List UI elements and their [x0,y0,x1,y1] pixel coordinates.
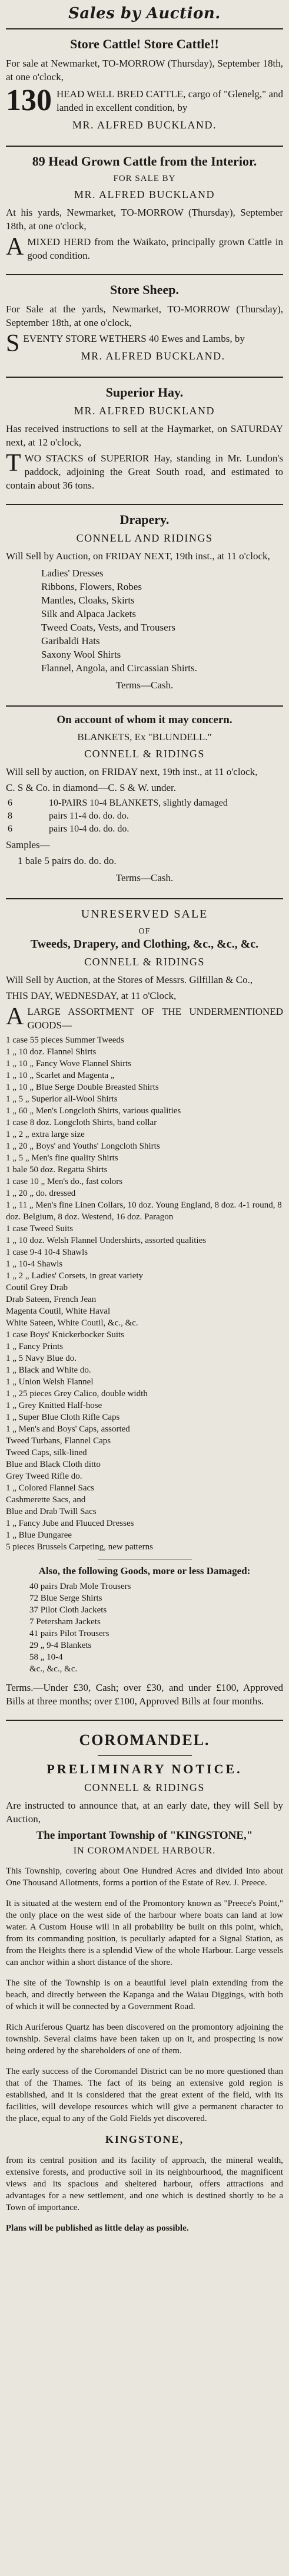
kingstone-heading: KINGSTONE, [105,2133,184,2145]
shipping-mark: C. S & Co. in diamond—C. S & W. under. [6,782,177,793]
list-item: 1 „ 10 „ Fancy Wove Flannel Shirts [6,1059,132,1068]
ad-subheading: BLANKETS, Ex "BLUNDELL." [77,731,212,743]
list-item: 40 pairs Drab Mole Trousers [29,1582,131,1591]
drop-letter: T [6,450,21,477]
auctioneer-name: MR. ALFRED BUCKLAND [74,189,215,200]
ad-heading: Superior Hay. [105,385,184,400]
list-item: 1 case 9-4 10-4 Shawls [6,1248,88,1257]
ad-body-text: WO STACKS of SUPERIOR Hay, standing in Mr. Lundon's paddock, adjoining the Great South road, and estimated to contain about 36 tons. [6,453,283,491]
auctioneer-signature: MR. ALFRED BUCKLAND. [72,119,217,131]
list-item: Saxony Wool Shirts [41,649,121,660]
ad-unreserved-sale [6,898,283,1720]
masthead: Sales by Auction. [68,5,221,22]
ad-intro: For Sale at the yards, Newmarket, TO-MORROW (Thursday), September 18th, at one o'clock, [6,304,283,328]
paragraph: from its central position and its facility of approach, the mineral wealth, extensive forests, and productive soil in its neighbourhood, the magnificent views and its spacious and sheltered harbour, offers attractions and advantages for a new settlement, and one which is destined shortly to be a Town of importance. [6,2156,283,2212]
ad-body-text: EVENTY STORE WETHERS 40 Ewes and Lambs, by [23,333,245,344]
list-item: Ladies' Dresses [41,568,104,579]
ad-body [6,1005,283,1032]
ad-store-sheep [6,274,283,377]
ad-drapery [6,504,283,705]
table-row [6,797,283,810]
auctioneer-name: MR. ALFRED BUCKLAND [74,405,215,417]
ad-grown-cattle [6,146,283,274]
paragraph: It is situated at the western end of the Promontory known as "Preece's Point," the only place on the west side of the harbour where boats can land at low water. A Custom House will in all probability be built on this point, which, from its commanding position, is peculiarly adapted for a Signal Station, as from the Heights there is a splendid View of the whole Harbour. Large vessels can anchor within a short distance of the shore. [6,1899,283,1967]
list-item: 1 case Tweed Suits [6,1224,74,1233]
list-item: 1 „ 20 „ do. dressed [6,1189,76,1198]
lot-description: HEAD WELL BRED CATTLE, cargo of "Glenelg," and landed in excellent condition, by [57,88,283,113]
of-label: OF [138,927,151,936]
list-item: 1 case Boys' Knickerbocker Suits [6,1330,124,1340]
list-item: 1 „ 10-4 Shawls [6,1259,63,1269]
list-item: 1 „ 11 „ Men's fine Linen Collars, 10 doz. Young England, 8 doz. 4-1 round, 8 doz. Belgium, 8 doz. Westend, 16 doz. Paragon [6,1200,282,1222]
township-title: The important Township of "KINGSTONE," [36,1829,253,1842]
auctioneer-name: CONNELL & RIDINGS [84,1782,205,1793]
list-item: Blue and Black Cloth ditto [6,1460,101,1469]
list-item: Cashmerette Sacs, and [6,1495,86,1505]
lots-table [6,797,283,836]
list-item: 1 „ 2 „ Ladies' Corsets, in great variety [6,1271,144,1281]
goods-list [41,566,283,675]
list-item: 1 „ 25 pieces Grey Calico, double width [6,1389,148,1399]
auctioneer-signature: MR. ALFRED BUCKLAND. [81,350,225,362]
list-item: 1 „ Fancy Jube and Fluuced Dresses [6,1519,134,1528]
list-item: Silk and Alpaca Jackets [41,608,136,619]
ad-heading: On account of whom it may concern. [57,714,232,726]
damaged-goods-list [29,1581,283,1675]
ad-superior-hay [6,377,283,504]
paragraph: This Township, covering about One Hundred Acres and divided into about One Thousand Allotments, forms a portion of the Estate of Rev. J. Preece. [6,1866,283,1888]
list-item: 1 case 8 doz. Longcloth Shirts, band collar [6,1118,157,1127]
ad-intro: Has received instructions to sell at the Haymarket, on SATURDAY next, at 12 o'clock, [6,423,283,448]
ad-lot [6,84,283,117]
list-item: 1 „ 2 „ extra large size [6,1130,85,1139]
list-item: 1 case 10 „ Men's do., fast colors [6,1177,123,1186]
paragraph: The site of the Township is on a beautiful level plain extending from the beach, and directly between the Kapanga and the Waiau Diggings, with both of which it will be connected by a Government Road. [6,1978,283,2011]
list-item: Tweed Caps, silk-lined [6,1448,87,1457]
list-item: 5 pieces Brussels Carpeting, new patterns [6,1542,153,1552]
auctioneer-name: CONNELL & RIDINGS [84,956,205,968]
lot-qty: 6 [8,798,12,808]
list-item: 1 „ 20 „ Boys' and Youths' Longcloth Shirts [6,1142,160,1151]
list-item: Ribbons, Flowers, Robes [41,581,142,592]
list-item: 1 „ Grey Knitted Half-hose [6,1401,102,1410]
list-item: 1 „ 10 „ Scarlet and Magenta „ [6,1071,115,1080]
notice-heading: PRELIMINARY NOTICE. [46,1762,243,1776]
drop-letter: S [6,330,20,357]
ad-body-text: MIXED HERD from the Waikato, principally grown Cattle in good condition. [27,236,283,261]
list-item: Garibaldi Hats [41,635,100,647]
samples-label: Samples— [6,839,50,850]
terms: Terms—Cash. [115,872,174,883]
list-item: 1 „ 10 „ Blue Serge Double Breasted Shirts [6,1083,159,1092]
terms: Terms.—Under £30, Cash; over £30, and under £100, Approved Bills at three months; over £100, Approved Bills at four months. [6,1682,283,1707]
list-item: 72 Blue Serge Shirts [29,1594,102,1603]
lot-qty: 6 [8,824,12,834]
ad-body [6,451,283,492]
paragraph: Rich Auriferous Quartz has been discovered on the promontory adjoining the township. Several claims have been taken up on it, and prospecting is now being ordered by the shareholders of one of them. [6,2023,283,2056]
ad-store-cattle [6,28,283,146]
ad-intro-date: THIS DAY, WEDNESDAY, at 11 o'Clock, [6,990,177,1001]
list-item: White Sateen, White Coutil, &c., &c. [6,1318,138,1328]
list-item: Magenta Coutil, White Haval [6,1307,111,1316]
goods-list [6,1034,283,1553]
drop-letter: A [6,233,24,260]
ad-heading: Store Sheep. [110,282,179,297]
harbour-title: IN COROMANDEL HARBOUR. [73,1846,216,1856]
list-item: 7 Petersham Jackets [29,1617,101,1627]
damaged-heading: Also, the following Goods, more or less Damaged: [38,1565,251,1576]
list-item: Mantles, Cloaks, Skirts [41,595,135,606]
list-item: 1 bale 50 doz. Regatta Shirts [6,1165,108,1175]
lot-desc: 10-PAIRS 10-4 BLANKETS, slightly damaged [49,798,228,808]
lot-desc: pairs 10-4 do. do. do. [49,824,129,834]
list-item: Blue and Drab Twill Sacs [6,1507,97,1516]
lot-desc: pairs 11-4 do. do. do. [49,811,129,821]
list-item: 29 „ 9-4 Blankets [29,1641,92,1650]
ad-intro: Will Sell by Auction, at the Stores of Messrs. Gilfillan & Co., [6,974,253,985]
list-item: 1 „ 10 doz. Flannel Shirts [6,1047,97,1057]
ad-body-text: LARGE ASSORTMENT OF THE UNDERMENTIONED GOODS— [27,1006,283,1031]
list-item: 1 „ Colored Flannel Sacs [6,1483,94,1493]
list-item: &c., &c., &c. [29,1664,78,1674]
list-item: 1 „ Union Welsh Flannel [6,1377,94,1387]
paragraph: The early success of the Coromandel District can be no more questioned than that of the Thames. The fact of its being an extensive gold region is established, and it is considered that the great extent of the field, with its facilities, will develope resources which will give a permanent character to the place, equal to any of the Gold Fields yet discovered. [6,2067,283,2123]
list-item: 58 „ 10-4 [29,1653,63,1662]
list-item: 1 „ 5 „ Superior all-Wool Shirts [6,1094,118,1104]
ad-heading: 89 Head Grown Cattle from the Interior. [32,154,257,169]
ad-heading: UNRESERVED SALE [81,908,208,921]
list-item: 1 „ 5 Navy Blue do. [6,1354,77,1363]
list-item: Flannel, Angola, and Circassian Shirts. [41,662,197,674]
list-item: 1 „ Blue Dungaree [6,1531,72,1540]
ad-blankets [6,705,283,898]
ad-intro: Are instructed to announce that, at an early date, they will Sell by Auction, [6,1800,283,1825]
list-item: Tweed Turbans, Flannel Caps [6,1436,111,1446]
list-item: 1 „ Men's and Boys' Caps, assorted [6,1424,130,1434]
ad-intro: Will Sell by Auction, on FRIDAY NEXT, 19th inst., at 11 o'clock, [6,550,270,562]
list-item: 1 „ 60 „ Men's Longcloth Shirts, various qualities [6,1106,181,1116]
samples-line: 1 bale 5 pairs do. do. do. [18,855,117,866]
table-row [6,810,283,823]
lot-qty: 8 [8,811,12,821]
list-item: 1 „ 5 „ Men's fine quality Shirts [6,1153,118,1163]
terms: Terms—Cash. [115,680,174,691]
drop-letter: A [6,1003,24,1030]
list-item: 1 „ Black and White do. [6,1365,91,1375]
auctioneer-name: CONNELL & RIDINGS [84,748,205,760]
ad-subheading: Tweeds, Drapery, and Clothing, &c., &c., &c. [30,938,259,951]
list-item: 1 case 55 pieces Summer Tweeds [6,1035,124,1045]
divider [98,1755,192,1756]
ad-heading: Store Cattle! Store Cattle!! [70,37,219,51]
list-item: Tweed Coats, Vests, and Trousers [41,622,175,633]
list-item: Coutil Grey Drab [6,1283,68,1292]
ad-intro: For sale at Newmarket, TO-MORROW (Thursday), September 18th, at one o'clock, [6,58,283,83]
list-item: 37 Pilot Cloth Jackets [29,1605,107,1615]
ad-coromandel [6,1720,283,2252]
ad-heading: COROMANDEL. [79,1731,210,1749]
list-item: 1 „ Fancy Prints [6,1342,64,1351]
for-sale-label: FOR SALE BY [113,174,176,183]
ad-body [6,235,283,262]
ad-heading: Drapery. [119,512,170,527]
list-item: 41 pairs Pilot Trousers [29,1629,109,1638]
ad-intro: Will sell by auction, on FRIDAY next, 19th inst., at 11 o'clock, [6,766,258,777]
list-item: Grey Tweed Rifle do. [6,1472,82,1481]
list-item: 1 „ 10 doz. Welsh Flannel Undershirts, assorted qualities [6,1236,207,1245]
table-row [6,823,283,836]
auctioneer-name: CONNELL AND RIDINGS [76,532,213,544]
ad-intro: At his yards, Newmarket, TO-MORROW (Thursday), September 18th, at one o'clock, [6,207,283,232]
footnote: Plans will be published as little delay as possible. [6,2224,189,2233]
lot-number: 130 [6,84,52,117]
list-item: Drab Sateen, French Jean [6,1295,97,1304]
list-item: 1 „ Super Blue Cloth Rifle Caps [6,1413,120,1422]
